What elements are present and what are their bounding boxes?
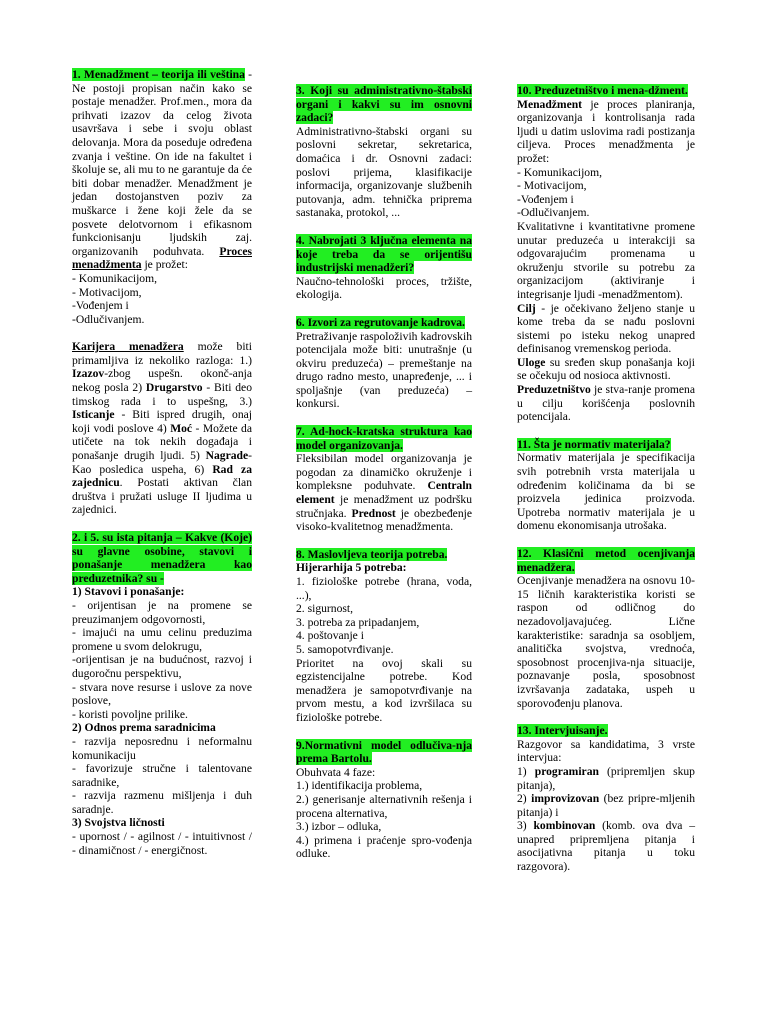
section-10-text — [517, 98, 695, 166]
section-3-heading: 3. Koji su administrativno-štabski organi i kakvi su im osnovni zadaci? — [296, 84, 472, 125]
section-9-heading-wrap — [296, 739, 472, 766]
subheading: Hijerarhija 5 potreba: — [296, 561, 407, 575]
section-10 — [517, 84, 695, 424]
section-11-heading: 11. Šta je normativ materijala? — [517, 437, 671, 451]
proces-menadzmenta-label: Proces menadžmenta — [72, 244, 252, 272]
karijera-text: -Kao posledica uspeha, 6) — [72, 449, 252, 476]
list-item: - favorizuje stručne i talentovane saradnike, — [72, 762, 252, 789]
section-10-uloge — [517, 356, 695, 383]
karijera-text: može biti primamljiva iz nekoliko razloga: 1.) — [72, 340, 252, 367]
section-7 — [296, 425, 472, 534]
section-4 — [296, 234, 472, 302]
karijera-term: Izazov — [72, 367, 105, 381]
section-4-text: Naučno-tehnološki proces, tržište, ekologija. — [296, 274, 472, 302]
list-item: 4.) primena i praćenje spro-vođenja odluke. — [296, 833, 472, 861]
section-10-text-e: je stva-ranje promena u cilju korišćenja poslovnih potencijala. — [517, 383, 695, 424]
list-item: 5. samopotvrđivanje. — [296, 642, 394, 656]
list-term: programiran — [534, 764, 599, 778]
list-item — [517, 765, 695, 792]
section-2-heading-wrap — [72, 531, 252, 585]
section-4-heading: 4. Nabrojati 3 ključna elementa na koje treba da se orijentišu industrijski menadžeri? — [296, 233, 472, 275]
section-10-term: Cilj — [517, 301, 536, 315]
section-12-heading: 12. Klasični metod ocenjivanja menadžera. — [517, 547, 695, 574]
section-6-heading-wrap — [296, 316, 472, 330]
section-6-heading: 6. Izvori za regrutovanje kadrova. — [296, 315, 465, 329]
list-text: (bez pripre-mljenih pitanja) i — [517, 792, 695, 819]
list-item: - Motivacijom, — [72, 285, 142, 299]
section-4-heading-wrap — [296, 234, 472, 275]
section-11 — [517, 438, 695, 533]
section-10-text-c: - je očekivano željeno stanje u kome treba da se nađu poslovni sistemi po isteku nekog unapred definisanog vremenskog perioda. — [517, 301, 695, 356]
section-2 — [72, 531, 252, 857]
list-item: - stvara nove resurse i uslove za nove poslove, — [72, 680, 252, 708]
section-1-paragraph — [72, 68, 252, 272]
section-12 — [517, 547, 695, 710]
list-item: - Komunikacijom, — [72, 271, 158, 285]
section-7-term: Prednost — [351, 506, 396, 520]
section-3-text: Administrativno-štabski organi su poslovni sekretar, sekretarica, domaćica i dr. Osnovni zadaci: poslovi prijema, klasifikacije informacija, organizovanje službenih putovanja, adm. tehnička priprema sastanaka, protokol, ... — [296, 124, 472, 220]
karijera-text: - Možete da utičete na tok nekih događaja i ponašanje drugih ljudi. 5) — [72, 421, 253, 463]
section-11-text: Normativ materijala je specifikacija svih potrebnih vrsta materijala u određenim količinama da bi se proizvela jedinica proizvoda. Upotreba normativ materijala je u domenu ekonomisanja utrošaka. — [517, 451, 695, 533]
karijera-term: Moć — [170, 421, 193, 435]
section-12-heading-wrap — [517, 547, 695, 574]
list-item: -Vođenjem i — [517, 192, 574, 206]
section-10-heading: 10. Preduzetništvo i mena-džment. — [517, 84, 688, 97]
section-10-term: Menadžment — [517, 97, 583, 111]
section-13 — [517, 724, 695, 874]
section-7-heading: 7. Ad-hock-kratska struktura kao model organizovanja. — [296, 425, 472, 452]
karijera-term: Drugarstvo — [145, 381, 203, 395]
karijera-term: Isticanje — [72, 408, 115, 422]
list-text: (komb. ova dva – unapred pripremljena pitanja i asocijativna pitanja u toku razgovora). — [517, 819, 695, 874]
list-item: - Komunikacijom, — [517, 165, 603, 179]
list-item — [517, 792, 695, 819]
section-1-text-b: je prožet: — [141, 258, 188, 272]
section-10-text-b: Kvalitativne i kvantitativne promene unutar preduzeća u interakciji sa odgovarajućim promenama u okruženju stvorile su potrebu za organizacijom (aktiviranje i integrisanje ljudi -menadžmentom). — [517, 219, 695, 301]
list-term: improvizovan — [531, 792, 600, 806]
section-8-heading-wrap — [296, 548, 472, 562]
section-9-heading: 9.Normativni model odlučiva-nja prema Bartolu. — [296, 738, 472, 766]
section-7-text-b: je menadžment uz podršku stručnjaka. — [296, 493, 472, 520]
section-10-term: Preduzetništvo — [517, 383, 591, 397]
section-7-term: Centraln element — [296, 479, 472, 507]
section-10-term: Uloge — [517, 355, 546, 369]
section-10-text-a: je proces planiranja, organizovanja i kontrolisanja rada ljudi u datim uslovima radi postizanja ciljeva. Proces menadžmenta je prožet: — [517, 97, 695, 165]
list-item: 3.) izbor – odluka, — [296, 820, 382, 834]
section-1 — [72, 68, 252, 326]
column-2 — [296, 84, 472, 875]
list-item: 1. fiziološke potrebe (hrana, voda, ...), — [296, 575, 472, 602]
section-12-text: Ocenjivanje menadžera na osnovu 10-15 ličnih karakteristika koristi se raspon od odličnog do nezadovoljavajućeg. Lične karakteristike: saradnja sa osobljem, analitička svojstva, vrednoća, sposobnost procenjiva-nja situacije, poznavanje posla, sposobnost izvršavanja zadataka, uspeh u sporovođenju planova. — [517, 574, 695, 710]
list-number: 3) — [517, 819, 534, 833]
karijera-title: Karijera menadžera — [72, 340, 184, 354]
list-item: -Odlučivanjem. — [72, 312, 145, 326]
list-item: 1.) identifikacija problema, — [296, 779, 423, 793]
karijera-text: -zbog uspešn. okonč-anja nekog posla 2) — [72, 367, 252, 395]
karijera-term: Rad za zajednicu — [72, 462, 252, 490]
section-8-heading: 8. Maslovljeva teorija potreba. — [296, 547, 448, 561]
list-item: - upornost / - agilnost / - intuitivnost / - dinamičnost / - energičnost. — [72, 830, 252, 857]
list-item: - razvija razmenu mišljenja i duh saradnje. — [72, 789, 252, 816]
karijera-text: . Postati aktivan član društva i pružati usluge II ljudima u zajednici. — [72, 476, 252, 517]
list-item — [517, 819, 695, 873]
section-2-heading: 2. i 5. su ista pitanja – Kakve (Koje) su glavne osobine, stavovi i ponašanje menadžera kao preduzetnika? su - — [72, 531, 252, 585]
section-13-heading: 13. Intervjuisanje. — [517, 724, 608, 738]
section-3-heading-wrap — [296, 84, 472, 125]
subheading: 2) Odnos prema saradnicima — [72, 721, 216, 735]
list-term: kombinovan — [533, 819, 596, 833]
karijera-term: Nagrade — [205, 449, 249, 463]
list-item: 3. potreba za pripadanjem, — [296, 615, 420, 629]
section-10-cilj — [517, 302, 695, 356]
column-1 — [72, 68, 252, 871]
section-13-text: Razgovor sa kandidatima, 3 vrste intervjua: — [517, 737, 695, 765]
list-number: 1) — [517, 764, 535, 778]
section-13-heading-wrap — [517, 724, 695, 738]
karijera-text: - Biti ispred drugih, onaj koji vodi poslove 4) — [72, 408, 252, 435]
section-1-heading: 1. Menadžment – teorija ili veština — [72, 68, 245, 81]
list-item: - imajući na umu celinu preduzima promene u svom delokrugu, — [72, 626, 252, 653]
list-text: (pripremljen skup pitanja), — [517, 764, 695, 792]
list-item: 4. poštovanje i — [296, 629, 364, 643]
section-3 — [296, 84, 472, 220]
karijera-text: - Biti deo timskog rada i to uspešng, 3.) — [72, 381, 252, 408]
section-karijera — [72, 340, 252, 517]
section-7-text-c: je obezbeđenje visoko-kvalitetnog menadžmenta. — [296, 506, 472, 534]
section-8 — [296, 548, 472, 725]
section-7-text — [296, 452, 472, 534]
section-11-heading-wrap — [517, 438, 695, 452]
karijera-paragraph — [72, 340, 252, 517]
subheading: 1) Stavovi i ponašanje: — [72, 585, 185, 599]
list-item: -orijentisan je na budućnost, razvoj i dugoročnu perspektivu, — [72, 653, 252, 680]
section-1-text: - Ne postoji propisan način kako se postaje menadžer. Prof.men., mora da prihvati izazov da celog života usavršava i sebe i svoju oblast delovanja. Mora da poseduje određena zvanja i veštine. On ide na fakultet i školuje se, ali mu to ne garantuje da će biti dobar menadžer. Menadžment je jedan dostojanstven poziv za muškarce i žene koji žele da se posvete delotvornom i efikasnom funkcionisanju ljudskih zaj. organizovanih poduhvata. — [72, 68, 253, 258]
column-3 — [517, 84, 695, 888]
list-item: -Vođenjem i — [72, 299, 129, 313]
list-item: - razvija neposrednu i neformalnu komunikaciju — [72, 734, 252, 762]
section-6-text: Pretraživanje raspoloživih kadrovskih potencijala može biti: unutrašnje (u okviru preduzeća) – premeštanje na drugo radno mesto, unapređenje, ... i spoljašnje (van preduzeća) – konkursi. — [296, 329, 472, 411]
section-7-text-a: Fleksibilan model organizovanja je pogodan za dinamičko okruženje i kompleksne poduhvate. — [296, 452, 472, 493]
subheading: 3) Svojstva ličnosti — [72, 816, 165, 830]
section-9 — [296, 739, 472, 861]
list-item: - koristi povoljne prilike. — [72, 707, 188, 721]
list-item: -Odlučivanjem. — [517, 206, 590, 220]
section-10-preduzetnistvo — [517, 383, 695, 424]
list-item: - Motivacijom, — [517, 179, 587, 193]
section-10-heading-wrap — [517, 84, 695, 98]
list-item: 2.) generisanje alternativnih rešenja i procena alternativa, — [296, 792, 472, 820]
list-item: 2. sigurnost, — [296, 602, 354, 616]
list-number: 2) — [517, 792, 532, 806]
subheading: Obuhvata 4 faze: — [296, 765, 376, 779]
section-7-heading-wrap — [296, 425, 472, 452]
section-10-text-d: su sređen skup ponašanja koji se očekuju od nosioca aktivnosti. — [517, 355, 695, 383]
list-item: - orijentisan je na promene se preuzimanjem odgovornosti, — [72, 598, 252, 626]
section-8-text: Prioritet na ovoj skali su egzistencijalne potrebe. Kod menadžera je samopotvrđivanje na prvom mestu, a kod izvršilaca su fiziološke potrebe. — [296, 656, 472, 724]
section-6 — [296, 316, 472, 411]
